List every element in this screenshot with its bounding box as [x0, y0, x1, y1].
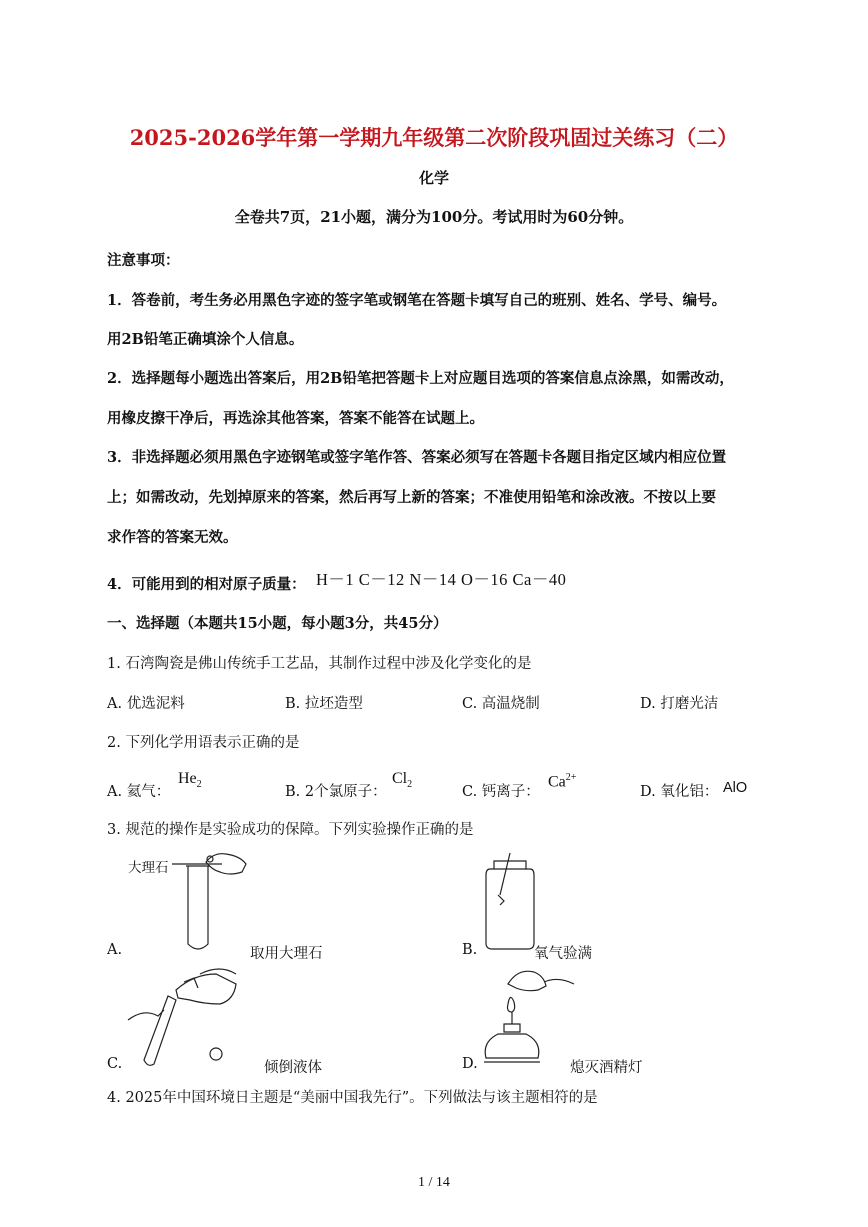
q3-b-figure [480, 855, 540, 955]
q2-option-b-label: B. 2个氯原子： [285, 784, 387, 800]
page-number: 1 / 14 [418, 1175, 450, 1190]
q1-option-b: B. 拉坯造型 [285, 696, 363, 712]
note-3-line-3: 求作答的答案无效。 [107, 529, 238, 546]
q1-stem: 1. 石湾陶瓷是佛山传统手工艺品，其制作过程中涉及化学变化的是 [107, 656, 532, 672]
q3-a-figure [170, 842, 250, 957]
note-2-line-2: 用橡皮擦干净后，再选涂其他答案，答案不能答在试题上。 [107, 410, 484, 427]
marble-label: 大理石 [128, 860, 169, 876]
q2-option-a-formula: $He_2$ [178, 770, 202, 791]
q2-option-b-formula: $Cl_2$ [392, 770, 413, 791]
q3-option-c-caption: 倾倒液体 [264, 1060, 322, 1076]
q3-stem: 3. 规范的操作是实验成功的保障。下列实验操作正确的是 [107, 822, 474, 838]
note-3-line-1: 3．非选择题必须用黑色字迹钢笔或签字笔作答、答案必须写在答题卡各题目指定区域内相应位置 [107, 449, 727, 466]
q3-c-figure [124, 960, 244, 1070]
notes-heading: 注意事项： [107, 252, 180, 269]
subject-label: 化学 [418, 169, 449, 187]
q2-option-d-label: D. 氧化铝： [640, 784, 719, 800]
q2-stem: 2. 下列化学用语表示正确的是 [107, 735, 300, 751]
q3-d-figure [478, 962, 578, 1070]
q1-option-a: A. 优选泥料 [107, 696, 185, 712]
note-1-line-1: 1．答卷前，考生务必用黑色字迹的签字笔或钢笔在答题卡填写自己的班别、姓名、学号、编号。 [107, 292, 727, 309]
q2-option-d-formula: AlO [723, 780, 748, 796]
q3-option-b-caption: 氧气验满 [534, 946, 592, 962]
exam-meta: 全卷共7页，21小题，满分为100分。考试用时为60分钟。 [234, 208, 634, 226]
q2-option-c-label: C. 钙离子： [462, 784, 540, 800]
q3-option-a-caption: 取用大理石 [250, 946, 323, 962]
note-4-label: 4．可能用到的相对原子质量： [107, 576, 306, 593]
note-1-line-2: 用2B铅笔正确填涂个人信息。 [107, 331, 304, 348]
q3-option-b-label: B. [462, 942, 478, 958]
q3-option-d-caption: 熄灭酒精灯 [570, 1060, 643, 1076]
q3-option-c-label: C. [107, 1056, 123, 1072]
q2-option-c-formula: $Ca^{2+}$ [548, 772, 577, 791]
atomic-masses: H－1 C－12 N－14 O－16 Ca－40 [316, 570, 567, 589]
q3-option-d-label: D. [462, 1056, 478, 1072]
page-title: 2025-2026学年第一学期九年级第二次阶段巩固过关练习（二） [129, 125, 739, 150]
note-3-line-2: 上；如需改动，先划掉原来的答案，然后再写上新的答案；不准使用铅笔和涂改液。不按以上要 [107, 489, 716, 506]
q2-option-a-label: A. 氦气： [107, 784, 171, 800]
q4-stem: 4. 2025年中国环境日主题是“美丽中国我先行”。下列做法与该主题相符的是 [107, 1090, 598, 1106]
q1-option-c: C. 高温烧制 [462, 696, 540, 712]
q1-option-d: D. 打磨光洁 [640, 696, 719, 712]
section-1-heading: 一、选择题（本题共15小题，每小题3分，共45分） [107, 615, 448, 632]
note-2-line-1: 2．选择题每小题选出答案后，用2B铅笔把答题卡上对应题目选项的答案信息点涂黑，如需改动， [107, 370, 734, 387]
q3-option-a-label: A. [107, 942, 123, 958]
